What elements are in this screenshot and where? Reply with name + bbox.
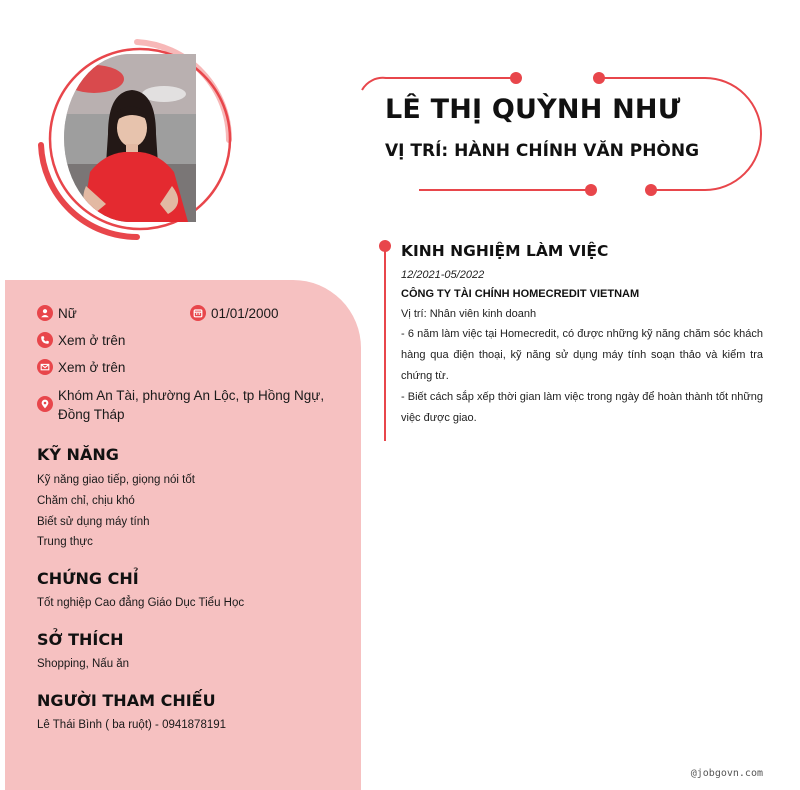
timeline-line: [384, 245, 386, 441]
phone-icon: [37, 332, 53, 348]
contact-email: [37, 358, 125, 377]
hobby-item: Shopping, Nấu ăn: [37, 658, 130, 670]
candidate-position: VỊ TRÍ: HÀNH CHÍNH VĂN PHÒNG: [385, 141, 700, 161]
left-panel: [5, 280, 361, 790]
user-icon: [37, 305, 53, 321]
experience-description: - Biết cách sắp xếp thời gian làm việc trong ngày để hoàn thành tốt những việc được giao.: [401, 391, 763, 424]
email-text: Xem ở trên: [58, 360, 126, 375]
hobbies-title: SỞ THÍCH: [37, 630, 124, 649]
phone-text: Xem ở trên: [58, 333, 126, 348]
skill-item: Biết sử dụng máy tính: [37, 516, 150, 528]
certificate-item: Tốt nghiệp Cao đẳng Giáo Dục Tiểu Học: [37, 597, 245, 609]
birthday-text: 01/01/2000: [211, 306, 279, 321]
skill-item: Kỹ năng giao tiếp, giọng nói tốt: [37, 474, 195, 486]
experience-description: - 6 năm làm việc tại Homecredit, có được những kỹ năng chăm sóc khách hàng qua điện thoại, kỹ năng sử dụng máy tính soạn thảo và kiểm tra chứng từ.: [401, 328, 763, 382]
references-title: NGƯỜI THAM CHIẾU: [37, 691, 216, 710]
experience-role: Vị trí: Nhân viên kinh doanh: [401, 308, 537, 320]
skill-item: Chăm chỉ, chịu khó: [37, 495, 135, 507]
calendar-icon: [190, 305, 206, 321]
address-text: Khóm An Tài, phường An Lộc, tp Hồng Ngự, Đồng Tháp: [58, 388, 325, 422]
contact-address: [37, 386, 342, 424]
watermark: @jobgovn.com: [690, 768, 763, 779]
contact-phone: [37, 331, 125, 350]
contact-birthday: [190, 304, 279, 323]
experience-title: KINH NGHIỆM LÀM VIỆC: [401, 242, 609, 260]
experience-company: CÔNG TY TÀI CHÍNH HOMECREDIT VIETNAM: [401, 288, 640, 300]
reference-item: Lê Thái Bình ( ba ruột) - 0941878191: [37, 719, 227, 731]
contact-gender: [37, 304, 77, 323]
header-frame: [0, 0, 800, 260]
timeline-dot: [379, 240, 391, 252]
certificates-title: CHỨNG CHỈ: [37, 569, 139, 588]
location-pin-icon: [37, 396, 53, 412]
experience-date: 12/2021-05/2022: [401, 269, 485, 281]
candidate-name: LÊ THỊ QUỲNH NHƯ: [385, 94, 681, 125]
envelope-icon: [37, 359, 53, 375]
skill-item: Trung thực: [37, 536, 93, 548]
gender-text: Nữ: [58, 306, 77, 321]
skills-title: KỸ NĂNG: [37, 445, 119, 464]
